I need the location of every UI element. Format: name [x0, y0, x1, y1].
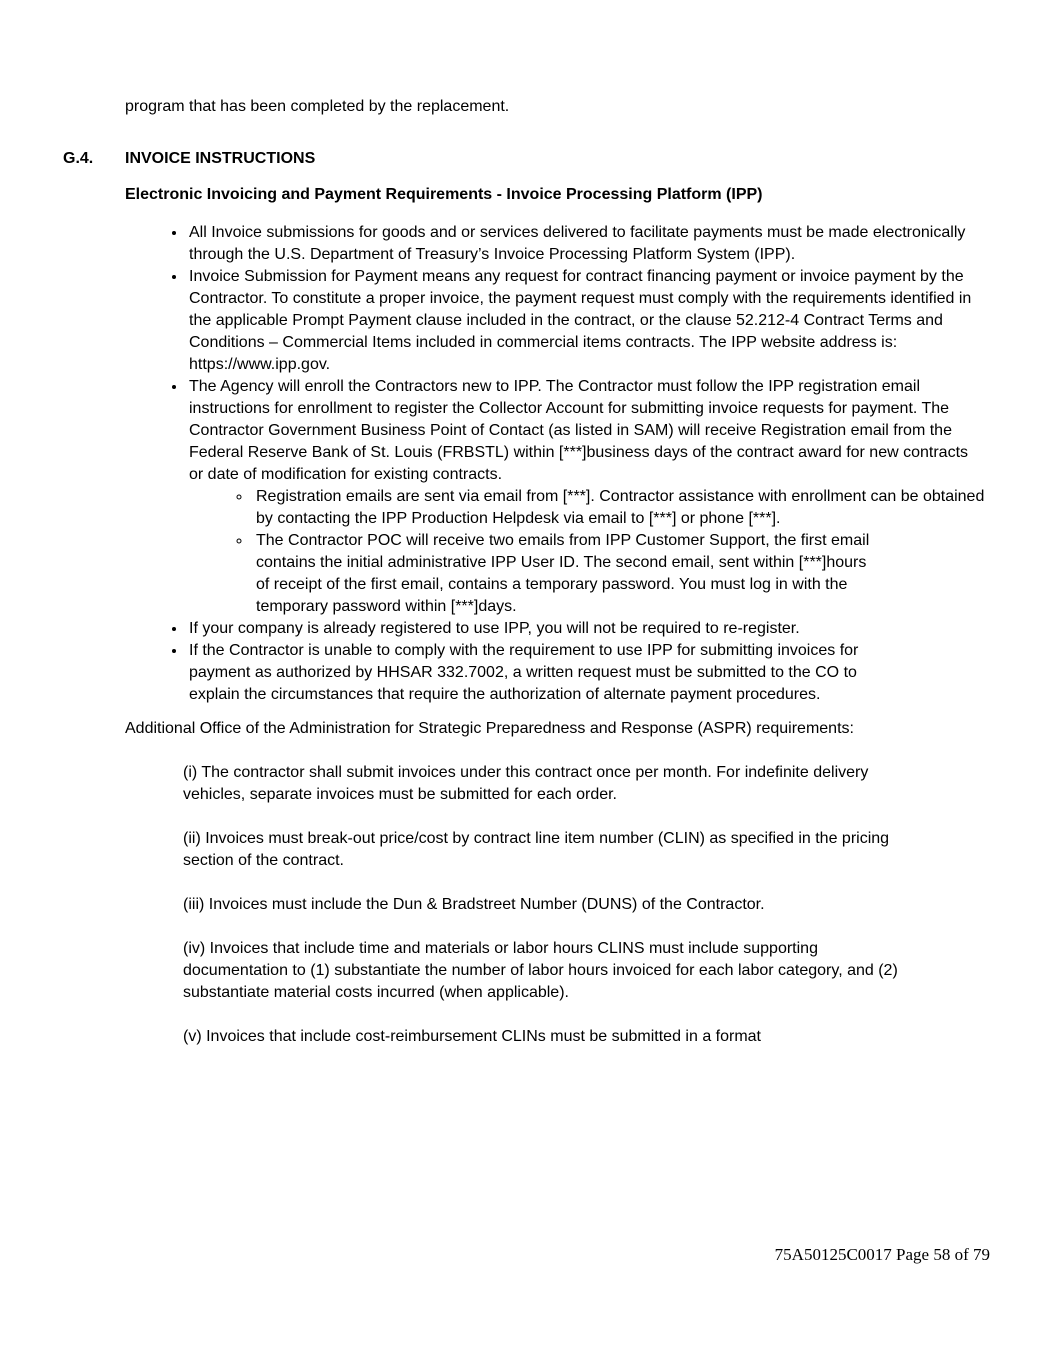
subsection-title: Electronic Invoicing and Payment Requirements - Invoice Processing Platform (IPP): [125, 186, 763, 203]
bullet-text: The Agency will enroll the Contractors new to IPP. The Contractor must follow the IPP registration email instructions for enrollment to register the Collector Account for submitting invoice requests for payment. The Contractor Government Business Point of Contact (as listed in SAM) will receive Registration email from the Federal Reserve Bank of St. Louis (FRBSTL) within [***]business days of the contract award for new contracts or date of modification for existing contracts.: [189, 378, 969, 483]
numbered-item-iii: (iii) Invoices must include the Dun & Bradstreet Number (DUNS) of the Contractor.: [183, 896, 765, 913]
intro-paragraph: program that has been completed by the replacement.: [125, 98, 510, 115]
page-footer: 75A50125C0017 Page 58 of 79: [774, 1245, 990, 1264]
bullet-item: [187, 266, 985, 376]
numbered-requirements: [183, 762, 985, 1048]
section-heading: [63, 148, 985, 170]
bullet-item: [187, 222, 985, 266]
numbered-item-iv: (iv) Invoices that include time and materials or labor hours CLINS must include supporting documentation to (1) substantiate the number of labor hours invoiced for each labor category, and (2) substantiate material costs incurred (when applicable).: [183, 940, 898, 1001]
aspr-requirements-intro: Additional Office of the Administration for Strategic Preparedness and Response (ASPR) requirements:: [125, 720, 854, 737]
sub-bullet-item: ◦ The Contractor POC will receive two emails from IPP Customer Support, the first email contains the initial administrative IPP User ID. The second email, sent within [***]hours of receipt of the first email, contains a temporary password. You must log in with the temporary password within [***]days.: [252, 530, 872, 618]
bullet-text: If your company is already registered to use IPP, you will not be required to re-register.: [189, 620, 800, 637]
sub-bullet-item: ◦ Registration emails are sent via email from [***]. Contractor assistance with enrollment can be obtained by contacting the IPP Production Helpdesk via email to [***] or phone [***].: [252, 486, 985, 530]
numbered-item-ii: (ii) Invoices must break-out price/cost by contract line item number (CLIN) as specified in the pricing section of the contract.: [183, 830, 890, 869]
bullet-item: [187, 618, 985, 640]
bullet-item: [187, 640, 887, 706]
section-title: INVOICE INSTRUCTIONS: [125, 150, 316, 167]
bullet-text: All Invoice submissions for goods and or services delivered to facilitate payments must be made electronically through the U.S. Department of Treasury’s Invoice Processing Platform System (IPP).: [189, 224, 966, 263]
bullet-text: Invoice Submission for Payment means any request for contract financing payment or invoice payment by the Contractor. To constitute a proper invoice, the payment request must comply with the requirements identified in the applicable Prompt Payment clause included in the contract, or the clause 52.212-4 Contract Terms and Conditions – Commercial Items included in commercial items contracts. The IPP website address is: https://www.ipp.gov.: [189, 268, 972, 373]
bullet-list: [125, 222, 985, 706]
bullet-item: [187, 376, 985, 618]
bullet-text: If the Contractor is unable to comply with the requirement to use IPP for submitting invoices for payment as authorized by HHSAR 332.7002, a written request must be submitted to the CO to explain the circumstances that require the authorization of alternate payment procedures.: [189, 642, 859, 703]
numbered-item-v: (v) Invoices that include cost-reimbursement CLINs must be submitted in a format: [183, 1028, 761, 1045]
sub-bullet-list: [189, 486, 985, 618]
numbered-item-i: (i) The contractor shall submit invoices under this contract once per month. For indefinite delivery vehicles, separate invoices must be submitted for each order.: [183, 764, 869, 803]
section-number: G.4.: [63, 150, 94, 167]
